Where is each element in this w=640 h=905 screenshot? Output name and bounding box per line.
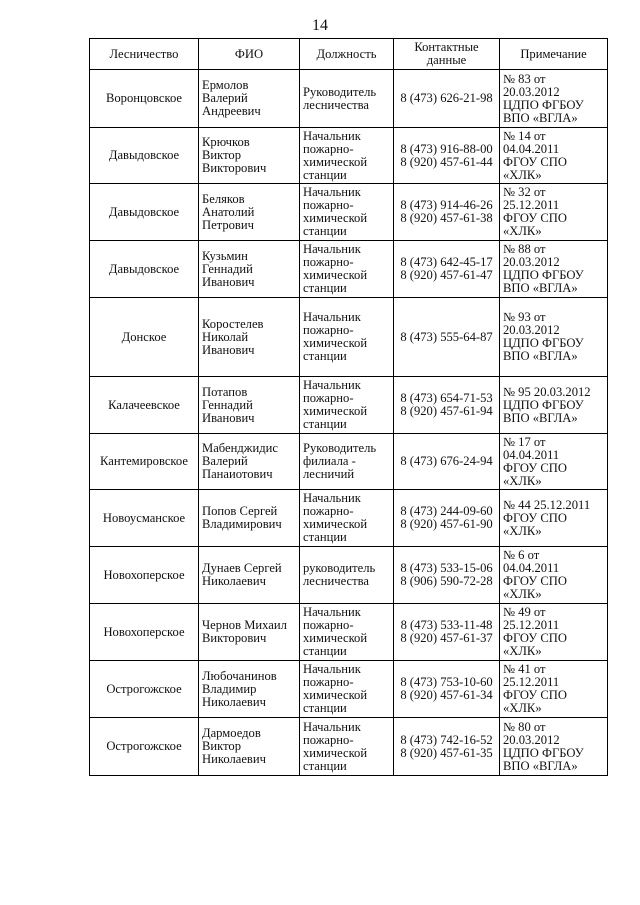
- position-cell-line: Начальник: [303, 719, 361, 734]
- name-cell-line: Иванович: [202, 342, 255, 357]
- note-cell-line: ФГОУ СПО: [503, 574, 567, 588]
- name-cell-line: Иванович: [202, 410, 255, 425]
- table-row: [90, 128, 608, 184]
- forestry-cell: Калачеевское: [90, 377, 199, 434]
- contacts-cell: [394, 661, 500, 718]
- table-row: [90, 604, 608, 661]
- contacts-cell-line: 8 (920) 457-61-47: [400, 268, 493, 282]
- note-cell-line: 04.04.2011: [503, 561, 560, 575]
- name-cell-line: Валерий: [202, 91, 248, 105]
- position-cell-line: лесничества: [303, 97, 369, 112]
- position-cell-line: станции: [303, 167, 347, 182]
- table-row: [90, 184, 608, 241]
- name-cell: [199, 241, 300, 298]
- position-cell-line: Начальник: [303, 310, 361, 324]
- note-cell-line: ЦДПО ФГБОУ: [503, 745, 584, 760]
- contacts-cell: [394, 70, 500, 128]
- table-header-row: [90, 39, 608, 70]
- position-cell: [300, 490, 394, 547]
- contacts-cell-line: 8 (473) 753-10-60: [400, 675, 493, 689]
- note-cell: [500, 377, 608, 434]
- note-cell-line: ФГОУ СПО: [503, 211, 567, 225]
- name-cell-line: Николаевич: [202, 694, 266, 709]
- table-row: [90, 241, 608, 298]
- name-cell-line: Любочанинов: [202, 668, 277, 683]
- name-cell-line: Викторович: [202, 631, 267, 645]
- position-cell-line: Руководитель: [303, 84, 377, 99]
- name-cell-line: Панаиотович: [202, 467, 273, 481]
- position-cell-line: Начальник: [303, 185, 361, 199]
- note-cell: [500, 661, 608, 718]
- table-row: [90, 718, 608, 776]
- table-row: [90, 298, 608, 377]
- contacts-cell: [394, 490, 500, 547]
- table-row: [90, 547, 608, 604]
- forestry-cell: Новохоперское: [90, 547, 199, 604]
- note-cell-line: № 6 от: [503, 548, 540, 562]
- note-cell-line: № 80 от: [503, 719, 546, 734]
- contacts-cell-line: 8 (473) 642-45-17: [400, 255, 493, 269]
- note-cell-line: ВПО «ВГЛА»: [503, 110, 578, 125]
- position-cell: [300, 377, 394, 434]
- note-cell-line: «ХЛК»: [503, 473, 542, 488]
- contacts-cell-line: 8 (920) 457-61-94: [400, 404, 493, 418]
- position-cell: [300, 718, 394, 776]
- note-cell: [500, 128, 608, 184]
- position-cell-line: пожарно-: [303, 255, 354, 269]
- position-cell-line: химической: [303, 688, 368, 702]
- position-cell-line: станции: [303, 701, 347, 715]
- note-cell-line: ЦДПО ФГБОУ: [503, 97, 584, 112]
- name-cell-line: Беляков: [202, 191, 245, 206]
- contacts-cell-line: 8 (473) 676-24-94: [400, 454, 493, 468]
- name-cell: [199, 70, 300, 128]
- position-cell-line: пожарно-: [303, 391, 354, 405]
- contacts-cell-line: 8 (473) 916-88-00: [400, 141, 493, 156]
- forestry-cell: Новоусманское: [90, 490, 199, 547]
- position-cell: [300, 70, 394, 128]
- contacts-cell: [394, 377, 500, 434]
- position-cell-line: станции: [303, 644, 347, 658]
- position-cell-line: станции: [303, 758, 347, 773]
- name-cell: [199, 661, 300, 718]
- note-cell-line: 20.03.2012: [503, 732, 560, 747]
- position-cell-line: руководитель: [303, 561, 376, 575]
- header-position: Должность: [300, 39, 394, 70]
- contacts-cell-line: 8 (920) 457-61-38: [400, 211, 493, 225]
- table-row: [90, 434, 608, 490]
- name-cell: [199, 184, 300, 241]
- note-cell-line: ЦДПО ФГБОУ: [503, 397, 584, 412]
- name-cell-line: Кузьмин: [202, 248, 248, 263]
- note-cell-line: ВПО «ВГЛА»: [503, 410, 578, 425]
- name-cell: [199, 490, 300, 547]
- position-cell-line: Начальник: [303, 378, 361, 392]
- position-cell-line: Начальник: [303, 491, 361, 505]
- note-cell-line: № 88 от: [503, 242, 546, 256]
- note-cell-line: № 95 20.03.2012: [503, 384, 591, 399]
- forestry-cell: Давыдовское: [90, 184, 199, 241]
- name-cell: [199, 298, 300, 377]
- note-cell-line: 25.12.2011: [503, 198, 560, 212]
- name-cell-line: Геннадий: [202, 261, 253, 276]
- contacts-cell-line: 8 (473) 533-15-06: [400, 561, 493, 575]
- position-cell-line: станции: [303, 349, 347, 363]
- name-cell-line: Владимирович: [202, 517, 282, 531]
- forestry-cell: Острогожское: [90, 661, 199, 718]
- position-cell-line: станции: [303, 224, 347, 238]
- note-cell-line: ФГОУ СПО: [503, 688, 567, 702]
- position-cell-line: филиала -: [303, 454, 356, 468]
- contacts-cell-line: 8 (473) 555-64-87: [400, 329, 493, 344]
- note-cell-line: № 49 от: [503, 605, 546, 619]
- table-row: [90, 661, 608, 718]
- position-cell-line: Руководитель: [303, 441, 377, 455]
- note-cell-line: № 93 от: [503, 310, 546, 324]
- name-cell-line: Николаевич: [202, 752, 266, 766]
- note-cell-line: № 44 25.12.2011: [503, 497, 591, 512]
- note-cell: [500, 184, 608, 241]
- note-cell-line: ЦДПО ФГБОУ: [503, 336, 584, 350]
- header-name: ФИО: [199, 39, 300, 70]
- note-cell-line: 04.04.2011: [503, 141, 560, 156]
- contacts-cell-line: 8 (473) 244-09-60: [400, 504, 493, 518]
- position-cell-line: станции: [303, 417, 347, 431]
- name-cell-line: Потапов: [202, 384, 248, 399]
- position-cell-line: химической: [303, 631, 368, 645]
- position-cell-line: химической: [303, 745, 368, 760]
- name-cell-line: Коростелев: [202, 316, 264, 331]
- position-cell-line: химической: [303, 211, 368, 225]
- name-cell: [199, 547, 300, 604]
- name-cell: [199, 604, 300, 661]
- name-cell: [199, 377, 300, 434]
- table-body: [90, 70, 608, 776]
- position-cell-line: Начальник: [303, 605, 361, 619]
- note-cell-line: № 17 от: [503, 434, 546, 449]
- name-cell-line: Анатолий: [202, 204, 255, 219]
- note-cell-line: ВПО «ВГЛА»: [503, 281, 578, 295]
- contacts-cell-line: 8 (473) 626-21-98: [400, 91, 493, 105]
- note-cell: [500, 298, 608, 377]
- name-cell-line: Дармоедов: [202, 726, 261, 740]
- contacts-cell-line: 8 (920) 457-61-44: [400, 154, 493, 169]
- page-number: 14: [312, 17, 328, 34]
- position-cell: [300, 661, 394, 718]
- note-cell: [500, 604, 608, 661]
- contacts-cell-line: 8 (473) 914-46-26: [400, 198, 493, 212]
- contacts-cell-line: 8 (473) 654-71-53: [400, 391, 493, 405]
- note-cell-line: 04.04.2011: [503, 447, 560, 462]
- header-forestry: Лесничество: [90, 39, 199, 70]
- position-cell-line: Начальник: [303, 128, 361, 143]
- position-cell-line: станции: [303, 281, 347, 295]
- forestry-cell: Донское: [90, 298, 199, 377]
- note-cell-line: № 14 от: [503, 128, 546, 143]
- name-cell: [199, 434, 300, 490]
- note-cell-line: «ХЛК»: [503, 167, 542, 182]
- note-cell-line: ВПО «ВГЛА»: [503, 349, 578, 363]
- note-cell-line: № 32 от: [503, 185, 546, 199]
- note-cell-line: № 83 от: [503, 71, 546, 86]
- position-cell: [300, 128, 394, 184]
- forestry-cell: Новохоперское: [90, 604, 199, 661]
- contacts-cell-line: 8 (920) 457-61-37: [400, 631, 493, 645]
- contacts-cell: [394, 604, 500, 661]
- name-cell: [199, 128, 300, 184]
- position-cell-line: пожарно-: [303, 504, 354, 518]
- note-cell-line: № 41 от: [503, 662, 546, 676]
- position-cell-line: химической: [303, 517, 368, 531]
- name-cell-line: Иванович: [202, 274, 255, 289]
- contacts-cell: [394, 298, 500, 377]
- forestry-contacts-table: [89, 38, 608, 776]
- contacts-cell-line: 8 (920) 457-61-35: [400, 745, 493, 760]
- contacts-cell: [394, 128, 500, 184]
- name-cell-line: Николай: [202, 329, 249, 344]
- name-cell-line: Крючков: [202, 135, 250, 149]
- position-cell: [300, 184, 394, 241]
- name-cell-line: Геннадий: [202, 397, 253, 412]
- name-cell-line: Петрович: [202, 217, 254, 232]
- note-cell: [500, 241, 608, 298]
- header-contacts: Контактные данные: [394, 39, 500, 70]
- note-cell-line: 20.03.2012: [503, 323, 560, 337]
- position-cell: [300, 298, 394, 377]
- contacts-cell-line: 8 (920) 457-61-90: [400, 517, 493, 531]
- note-cell-line: «ХЛК»: [503, 587, 542, 601]
- position-cell-line: Начальник: [303, 242, 361, 256]
- header-note: Примечание: [500, 39, 608, 70]
- table-row: [90, 70, 608, 128]
- contacts-cell-line: 8 (920) 457-61-34: [400, 688, 493, 702]
- name-cell-line: Ермолов: [202, 78, 249, 92]
- note-cell-line: 20.03.2012: [503, 255, 560, 269]
- forestry-cell: Кантемировское: [90, 434, 199, 490]
- note-cell-line: ФГОУ СПО: [503, 631, 567, 645]
- position-cell-line: пожарно-: [303, 141, 354, 156]
- note-cell-line: 20.03.2012: [503, 84, 560, 99]
- name-cell-line: Андреевич: [202, 104, 261, 118]
- note-cell: [500, 718, 608, 776]
- contacts-cell: [394, 547, 500, 604]
- position-cell: [300, 547, 394, 604]
- position-cell: [300, 241, 394, 298]
- name-cell-line: Викторович: [202, 161, 267, 175]
- name-cell-line: Мабенджидис: [202, 441, 278, 455]
- note-cell-line: ФГОУ СПО: [503, 510, 567, 525]
- name-cell-line: Николаевич: [202, 574, 266, 588]
- position-cell: [300, 434, 394, 490]
- position-cell-line: химической: [303, 404, 368, 418]
- contacts-cell-line: 8 (473) 742-16-52: [400, 732, 493, 747]
- name-cell-line: Владимир: [202, 681, 257, 696]
- position-cell-line: пожарно-: [303, 675, 354, 689]
- position-cell-line: пожарно-: [303, 323, 354, 337]
- contacts-cell-line: 8 (473) 533-11-48: [400, 618, 493, 632]
- position-cell-line: лесничества: [303, 574, 369, 588]
- name-cell-line: Виктор: [202, 148, 242, 162]
- forestry-cell: Давыдовское: [90, 128, 199, 184]
- position-cell-line: химической: [303, 268, 368, 282]
- note-cell-line: ФГОУ СПО: [503, 460, 567, 475]
- position-cell-line: пожарно-: [303, 732, 354, 747]
- forestry-cell: Острогожское: [90, 718, 199, 776]
- contacts-cell-line: 8 (906) 590-72-28: [400, 574, 493, 588]
- note-cell: [500, 490, 608, 547]
- contacts-cell: [394, 184, 500, 241]
- note-cell-line: «ХЛК»: [503, 523, 542, 538]
- note-cell: [500, 547, 608, 604]
- name-cell-line: Дунаев Сергей: [202, 561, 282, 575]
- contacts-cell: [394, 241, 500, 298]
- table-row: [90, 490, 608, 547]
- table-row: [90, 377, 608, 434]
- note-cell-line: «ХЛК»: [503, 224, 542, 238]
- position-cell-line: пожарно-: [303, 618, 354, 632]
- name-cell-line: Виктор: [202, 739, 242, 753]
- position-cell: [300, 604, 394, 661]
- position-cell-line: лесничий: [303, 467, 355, 481]
- note-cell: [500, 70, 608, 128]
- note-cell-line: «ХЛК»: [503, 701, 542, 715]
- position-cell-line: химической: [303, 154, 368, 169]
- name-cell-line: Валерий: [202, 454, 248, 468]
- note-cell-line: 25.12.2011: [503, 618, 560, 632]
- note-cell-line: ВПО «ВГЛА»: [503, 758, 578, 773]
- name-cell-line: Чернов Михаил: [202, 618, 287, 632]
- position-cell-line: станции: [303, 530, 347, 544]
- note-cell-line: ФГОУ СПО: [503, 154, 567, 169]
- forestry-cell: Воронцовское: [90, 70, 199, 128]
- contacts-cell: [394, 718, 500, 776]
- contacts-cell: [394, 434, 500, 490]
- note-cell-line: «ХЛК»: [503, 644, 542, 658]
- forestry-cell: Давыдовское: [90, 241, 199, 298]
- note-cell: [500, 434, 608, 490]
- position-cell-line: пожарно-: [303, 198, 354, 212]
- note-cell-line: 25.12.2011: [503, 675, 560, 689]
- position-cell-line: химической: [303, 336, 368, 350]
- note-cell-line: ЦДПО ФГБОУ: [503, 268, 584, 282]
- position-cell-line: Начальник: [303, 662, 361, 676]
- name-cell-line: Попов Сергей: [202, 504, 278, 518]
- name-cell: [199, 718, 300, 776]
